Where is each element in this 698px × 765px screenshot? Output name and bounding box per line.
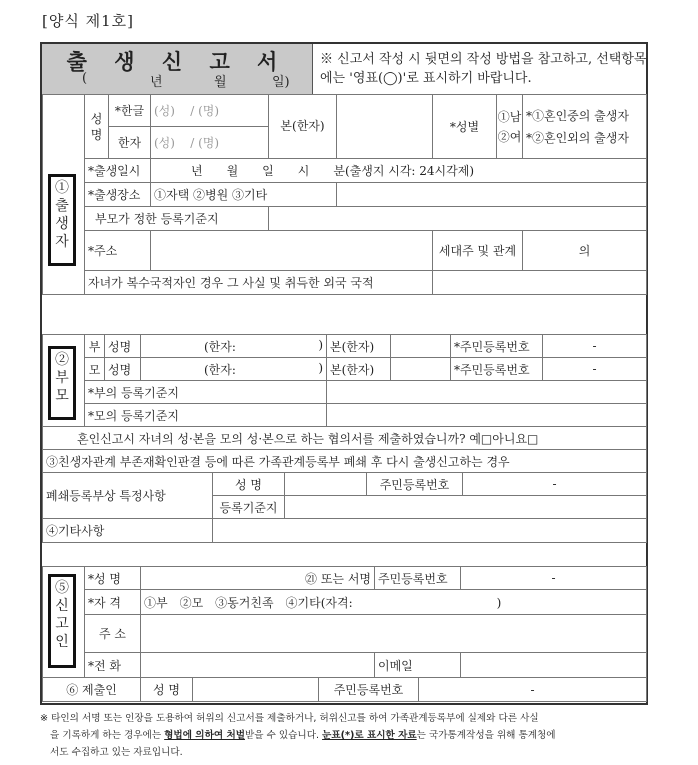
closure-header: ③친생자관계 부존재확인판결 등에 따른 가족관계등록부 폐쇄 후 다시 출생신고하는 경우 xyxy=(43,450,647,473)
reporter-section-label xyxy=(48,574,76,668)
mother-label: 모 xyxy=(85,358,105,381)
hanja-name-field[interactable] xyxy=(151,127,269,159)
sex-label: *성별 xyxy=(433,95,497,159)
sign-label: ㉑ 또는 서명 xyxy=(305,571,371,586)
footnote-penalty: 형법에 의하여 처벌 xyxy=(164,730,245,741)
hanja-label: 한자 xyxy=(109,127,151,159)
father-hanja-hint: (한자: xyxy=(204,339,236,354)
father-label: 부 xyxy=(85,335,105,358)
parents-section-label xyxy=(48,346,76,420)
mother-name-field[interactable] xyxy=(141,358,327,381)
reporter-email-field[interactable] xyxy=(461,653,647,678)
parents-section-text: ②부모 xyxy=(55,352,69,404)
marriage-status[interactable] xyxy=(523,95,647,159)
birth-place-label: *출생장소 xyxy=(85,183,151,207)
footnote-line-2e: 는 국가통계작성을 위해 통계청에 xyxy=(416,730,556,741)
surname-agreement[interactable]: 혼인신고시 자녀의 성·본을 모의 성·본으로 하는 협의서를 제출하였습니까? 예□아니요□ xyxy=(43,427,647,450)
closure-name-field[interactable] xyxy=(285,473,367,496)
reporter-address-field[interactable] xyxy=(141,615,647,653)
submitter-label: ⑥ 제출인 xyxy=(43,678,141,702)
reporter-table xyxy=(42,566,647,678)
submitter-rrn-field[interactable]: - xyxy=(419,678,647,702)
submitter-name-field[interactable] xyxy=(193,678,319,702)
father-bon-field[interactable] xyxy=(391,335,451,358)
date-month: 월 xyxy=(214,75,227,90)
householder-label: 세대주 및 관계 xyxy=(433,231,523,271)
householder-field[interactable]: 의 xyxy=(523,231,647,271)
surname-hint-hanja: (성) xyxy=(154,136,175,150)
father-hanja-close: ) xyxy=(318,337,323,352)
registry-base-label: 부모가 정한 등록기준지 xyxy=(85,207,269,231)
bon-label: 본(한자) xyxy=(269,95,337,159)
instruction-note: ※ 신고서 작성 시 뒷면의 작성 방법을 참고하고, 선택항목에는 '영표(◯)'로 표시하기 바랍니다. xyxy=(320,52,647,86)
name-label: 성명 xyxy=(85,95,109,159)
reporter-rrn-label: 주민등록번호 xyxy=(375,567,461,590)
mother-bon-label: 본(한자) xyxy=(327,358,391,381)
reporter-rrn-field[interactable]: - xyxy=(461,567,647,590)
registry-base-field[interactable] xyxy=(269,207,647,231)
date-year: 년 xyxy=(150,75,163,90)
closure-rrn-label: 주민등록번호 xyxy=(367,473,463,496)
date-day: 일) xyxy=(272,75,290,90)
legal-footnote xyxy=(40,710,652,761)
closure-table xyxy=(42,449,647,543)
mother-base-label: *모의 등록기준지 xyxy=(85,404,327,427)
mother-bon-field[interactable] xyxy=(391,358,451,381)
date-open: ( xyxy=(82,71,88,86)
closure-label: 폐쇄등록부상 특정사항 xyxy=(43,473,213,519)
form-id: [양식 제1호] xyxy=(42,12,134,30)
reporter-name-label: *성 명 xyxy=(85,567,141,590)
form-title: 출 생 신 고 서 xyxy=(66,49,288,74)
footnote-line-2a: 을 기록하게 하는 경우에는 xyxy=(50,730,165,741)
reporter-qual-options[interactable]: ①부 ②모 ③동거친족 ④기타(자격: ) xyxy=(141,590,647,615)
mother-rrn-label: *주민등록번호 xyxy=(451,358,543,381)
footnote-line-2c: 받을 수 있습니다. xyxy=(244,730,323,741)
surname-hint: (성) xyxy=(154,104,175,118)
birth-place-options[interactable]: ①자택 ②병원 ③기타 xyxy=(151,183,337,207)
father-name-field[interactable] xyxy=(141,335,327,358)
footnote-starred: 눈표(*)로 표시한 자료 xyxy=(322,730,417,741)
father-rrn-field[interactable]: - xyxy=(543,335,647,358)
closure-base-field[interactable] xyxy=(285,496,647,519)
father-base-label: *부의 등록기준지 xyxy=(85,381,327,404)
father-name-label: 성명 xyxy=(105,335,141,358)
reporter-sign-field[interactable] xyxy=(141,567,375,590)
given-hint: / (명) xyxy=(190,104,220,118)
submitter-name-label: 성 명 xyxy=(141,678,193,702)
birth-datetime-label: *출생일시 xyxy=(85,159,151,183)
child-table xyxy=(42,94,647,295)
in-marriage-option[interactable]: *①혼인중의 출생자 xyxy=(526,108,629,123)
child-section-text: ①출생자 xyxy=(55,180,69,250)
footnote-line-2 xyxy=(40,727,652,744)
child-section-label xyxy=(48,174,76,266)
dual-nationality-label: 자녀가 복수국적자인 경우 그 사실 및 취득한 외국 국적 xyxy=(85,271,433,295)
other-field[interactable] xyxy=(213,519,647,543)
reporter-phone-field[interactable] xyxy=(141,653,375,678)
mother-hanja-hint: (한자: xyxy=(204,362,236,377)
submitter-rrn-label: 주민등록번호 xyxy=(319,678,419,702)
other-label: ④기타사항 xyxy=(43,519,213,543)
out-marriage-option[interactable]: *②혼인외의 출생자 xyxy=(526,130,629,145)
address-label: *주소 xyxy=(85,231,151,271)
sex-female[interactable]: ②여 xyxy=(497,129,522,144)
sex-options[interactable] xyxy=(497,95,523,159)
parents-table xyxy=(42,334,647,450)
sex-male[interactable]: ①남 xyxy=(497,109,522,124)
reporter-phone-label: *전 화 xyxy=(85,653,141,678)
reporter-email-label: 이메일 xyxy=(375,653,461,678)
bon-field[interactable] xyxy=(337,95,433,159)
mother-hanja-close: ) xyxy=(318,360,323,375)
form-body xyxy=(40,42,648,705)
closure-rrn-field[interactable]: - xyxy=(463,473,647,496)
birth-place-field[interactable] xyxy=(337,183,647,207)
father-bon-label: 본(한자) xyxy=(327,335,391,358)
mother-rrn-field[interactable]: - xyxy=(543,358,647,381)
birth-datetime-field[interactable]: 년 월 일 시 분(출생지 시각: 24시각제) xyxy=(151,159,647,183)
hangul-label: *한글 xyxy=(109,95,151,127)
father-rrn-label: *주민등록번호 xyxy=(451,335,543,358)
given-hint-hanja: / (명) xyxy=(190,136,220,150)
hangul-name-field[interactable] xyxy=(151,95,269,127)
submitter-table xyxy=(42,677,647,702)
closure-base-label: 등록기준지 xyxy=(213,496,285,519)
form-header xyxy=(42,44,313,95)
closure-name-label: 성 명 xyxy=(213,473,285,496)
father-base-field[interactable] xyxy=(327,381,647,404)
dual-nationality-field[interactable] xyxy=(433,271,647,295)
reporter-qual-label: *자 격 xyxy=(85,590,141,615)
footnote-line-3: 서도 수집하고 있는 자료입니다. xyxy=(50,747,183,758)
reporter-address-label: 주 소 xyxy=(85,615,141,653)
address-field[interactable] xyxy=(151,231,433,271)
mother-base-field[interactable] xyxy=(327,404,647,427)
mother-name-label: 성명 xyxy=(105,358,141,381)
reporter-section-text: ⑤신고인 xyxy=(55,580,69,650)
footnote-line-1: ※ 타인의 서명 또는 인장을 도용하여 허위의 신고서를 제출하거나, 허위신고를 하여 가족관계등록부에 실제와 다른 사실 xyxy=(40,713,539,724)
